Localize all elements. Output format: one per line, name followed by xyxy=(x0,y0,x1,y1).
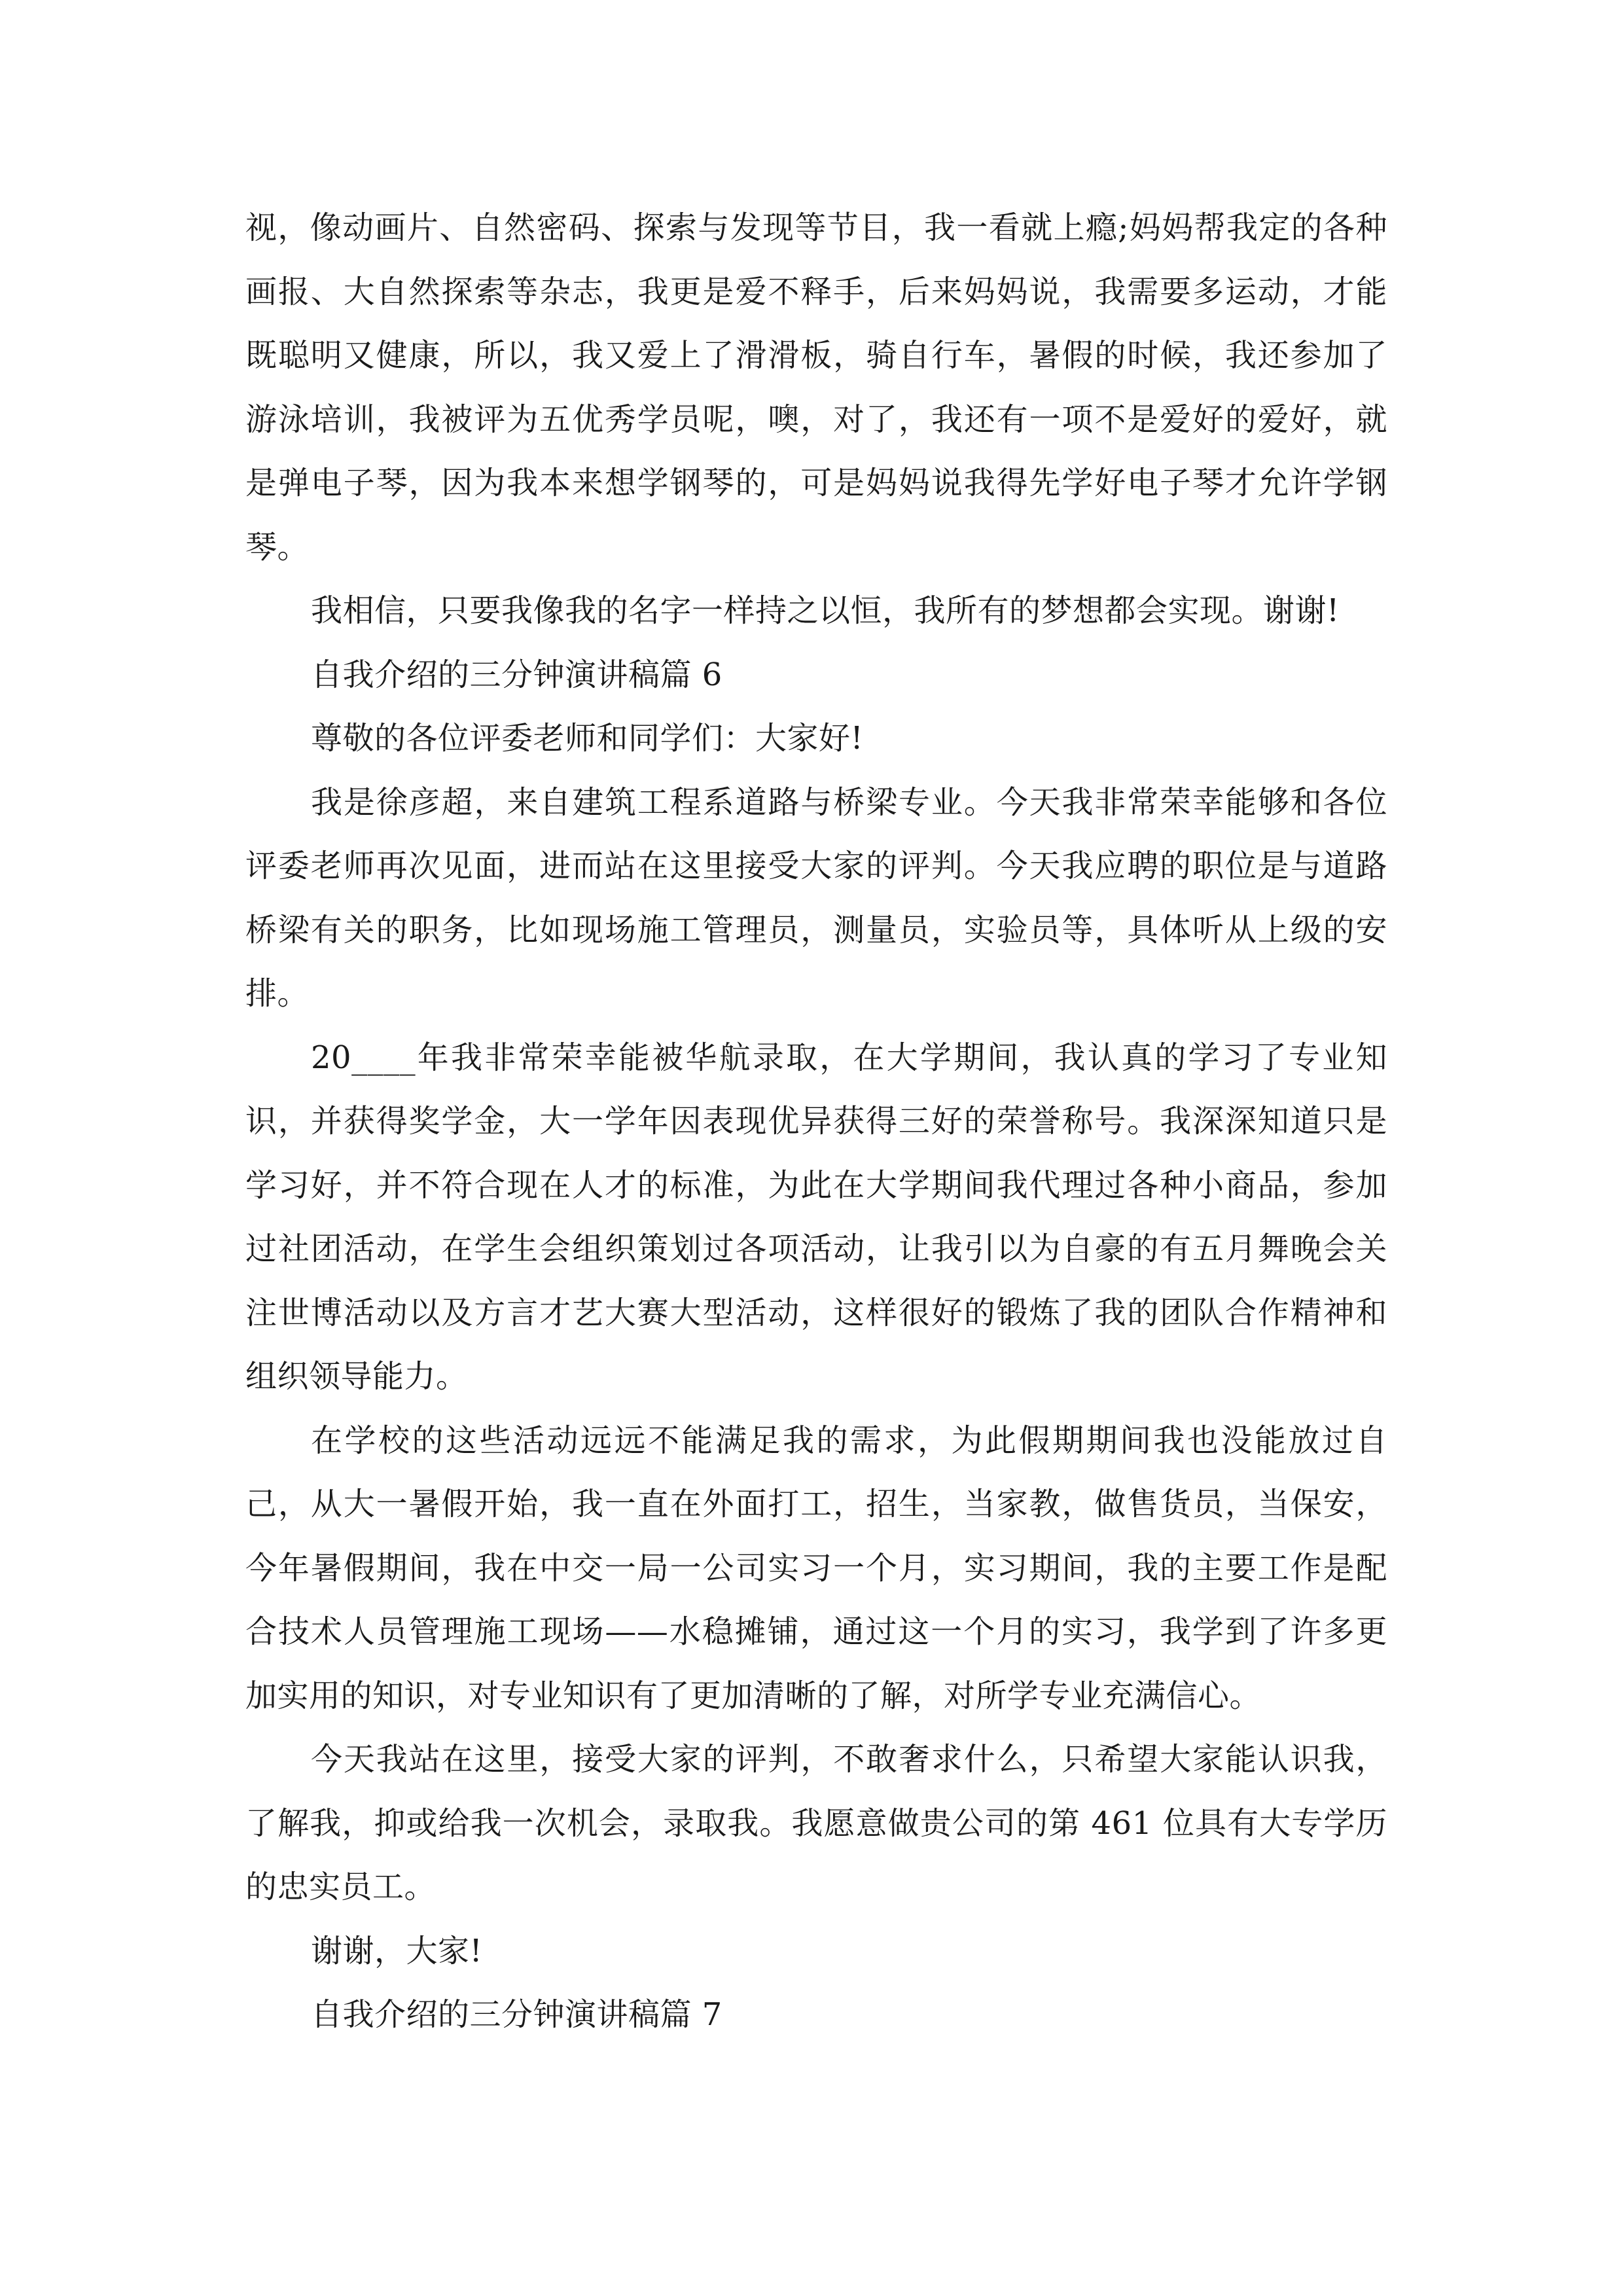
paragraph-internship: 在学校的这些活动远远不能满足我的需求，为此假期期间我也没能放过自己，从大一暑假开始，我一直在外面打工，招生，当家教，做售货员，当保安，今年暑假期间，我在中交一局一公司实习一个月，实习期间，我的主要工作是配合技术人员管理施工现场——水稳摊铺，通过这一个月的实习，我学到了许多更加实用的知识，对专业知识有了更加清晰的了解，对所学专业充满信心。 xyxy=(245,1422,1387,1714)
paragraph-greeting: 尊敬的各位评委老师和同学们：大家好! xyxy=(311,720,864,757)
paragraph-continued-hobbies: 视，像动画片、自然密码、探索与发现等节目，我一看就上瘾;妈妈帮我定的各种画报、大自然探索等杂志，我更是爱不释手，后来妈妈说，我需要多运动，才能既聪明又健康，所以，我又爱上了滑滑板，骑自行车，暑假的时候，我还参加了游泳培训，我被评为五优秀学员呢，噢，对了，我还有一项不是爱好的爱好，就是弹电子琴，因为我本来想学钢琴的，可是妈妈说我得先学好电子琴才允许学钢琴。 xyxy=(245,209,1387,565)
paragraph-university: 20____年我非常荣幸能被华航录取，在大学期间，我认真的学习了专业知识，并获得奖学金，大一学年因表现优异获得三好的荣誉称号。我深深知道只是学习好，并不符合现在人才的标准，为此在大学期间我代理过各种小商品，参加过社团活动，在学生会组织策划过各项活动，让我引以为自豪的有五月舞晚会关注世博活动以及方言才艺大赛大型活动，这样很好的锻炼了我的团队合作精神和组织领导能力。 xyxy=(245,1039,1387,1395)
paragraph-introduction: 我是徐彦超，来自建筑工程系道路与桥梁专业。今天我非常荣幸能够和各位评委老师再次见面，进而站在这里接受大家的评判。今天我应聘的职位是与道路桥梁有关的职务，比如现场施工管理员，测量员，实验员等，具体听从上级的安排。 xyxy=(245,783,1387,1012)
paragraph-closing-belief: 我相信，只要我像我的名字一样持之以恒，我所有的梦想都会实现。谢谢! xyxy=(311,592,1340,629)
document-body xyxy=(245,196,1387,2047)
section-heading-6: 自我介绍的三分钟演讲稿篇 6 xyxy=(311,656,722,693)
paragraph-request: 今天我站在这里，接受大家的评判，不敢奢求什么，只希望大家能认识我，了解我，抑或给我一次机会，录取我。我愿意做贵公司的第 461 位具有大专学历的忠实员工。 xyxy=(245,1741,1387,1905)
paragraph-thanks: 谢谢，大家! xyxy=(311,1932,483,1969)
section-heading-7: 自我介绍的三分钟演讲稿篇 7 xyxy=(311,1996,722,2033)
